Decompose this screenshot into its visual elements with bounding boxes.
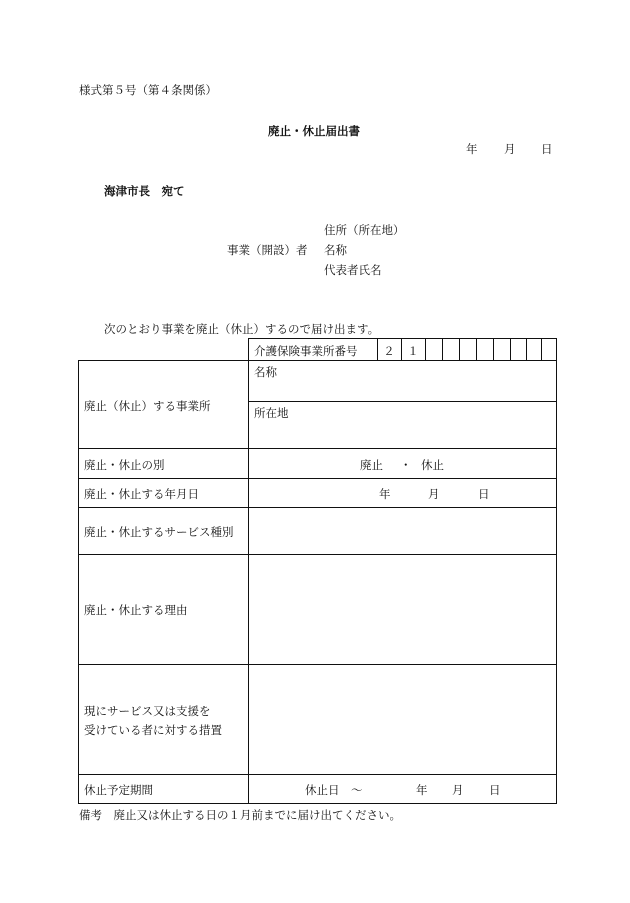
type-label: 廃止・休止の別	[84, 458, 165, 472]
office-number-digit-2[interactable]: １	[407, 344, 419, 358]
representative-label: 代表者氏名	[324, 263, 382, 277]
office-number-label: 介護保険事業所番号	[254, 344, 358, 358]
date-year: 年	[466, 142, 478, 156]
page-title: 廃止・休止届出書	[268, 124, 360, 138]
applicant-name-label: 名称	[324, 243, 347, 257]
type-option-abolish[interactable]: 廃止	[360, 458, 383, 472]
date-unit-year: 年	[379, 487, 391, 501]
intro-text: 次のとおり事業を廃止（休止）するので届け出ます。	[104, 322, 380, 336]
type-option-suspend[interactable]: 休止	[421, 458, 444, 472]
form-number: 様式第５号（第４条関係）	[79, 83, 217, 97]
measures-label-line-2: 受けている者に対する措置	[84, 723, 222, 737]
date-unit-day: 日	[478, 487, 490, 501]
note: 備考 廃止又は休止する日の１月前までに届け出てください。	[79, 808, 401, 822]
office-number-digit-1[interactable]: ２	[383, 344, 395, 358]
type-separator: ・	[400, 458, 412, 472]
office-name-label: 名称	[254, 365, 277, 379]
period-unit-month: 月	[452, 783, 464, 797]
applicant-role-label: 事業（開設）者	[227, 243, 308, 257]
period-label: 休止予定期間	[84, 783, 153, 797]
reason-label: 廃止・休止する理由	[84, 603, 188, 617]
office-label: 廃止（休止）する事業所	[84, 399, 211, 413]
office-address-label: 所在地	[254, 406, 289, 420]
service-label: 廃止・休止するサービス種別	[84, 525, 234, 539]
date-month: 月	[504, 142, 516, 156]
date-day: 日	[541, 142, 553, 156]
period-prefix: 休止日 ～	[305, 783, 363, 797]
period-unit-day: 日	[489, 783, 501, 797]
addressee: 海津市長 宛て	[104, 184, 185, 198]
date-unit-month: 月	[428, 487, 440, 501]
date-label: 廃止・休止する年月日	[84, 487, 199, 501]
measures-label-line-1: 現にサービス又は支援を	[84, 704, 211, 718]
period-unit-year: 年	[416, 783, 428, 797]
address-label: 住所（所在地）	[324, 223, 405, 237]
